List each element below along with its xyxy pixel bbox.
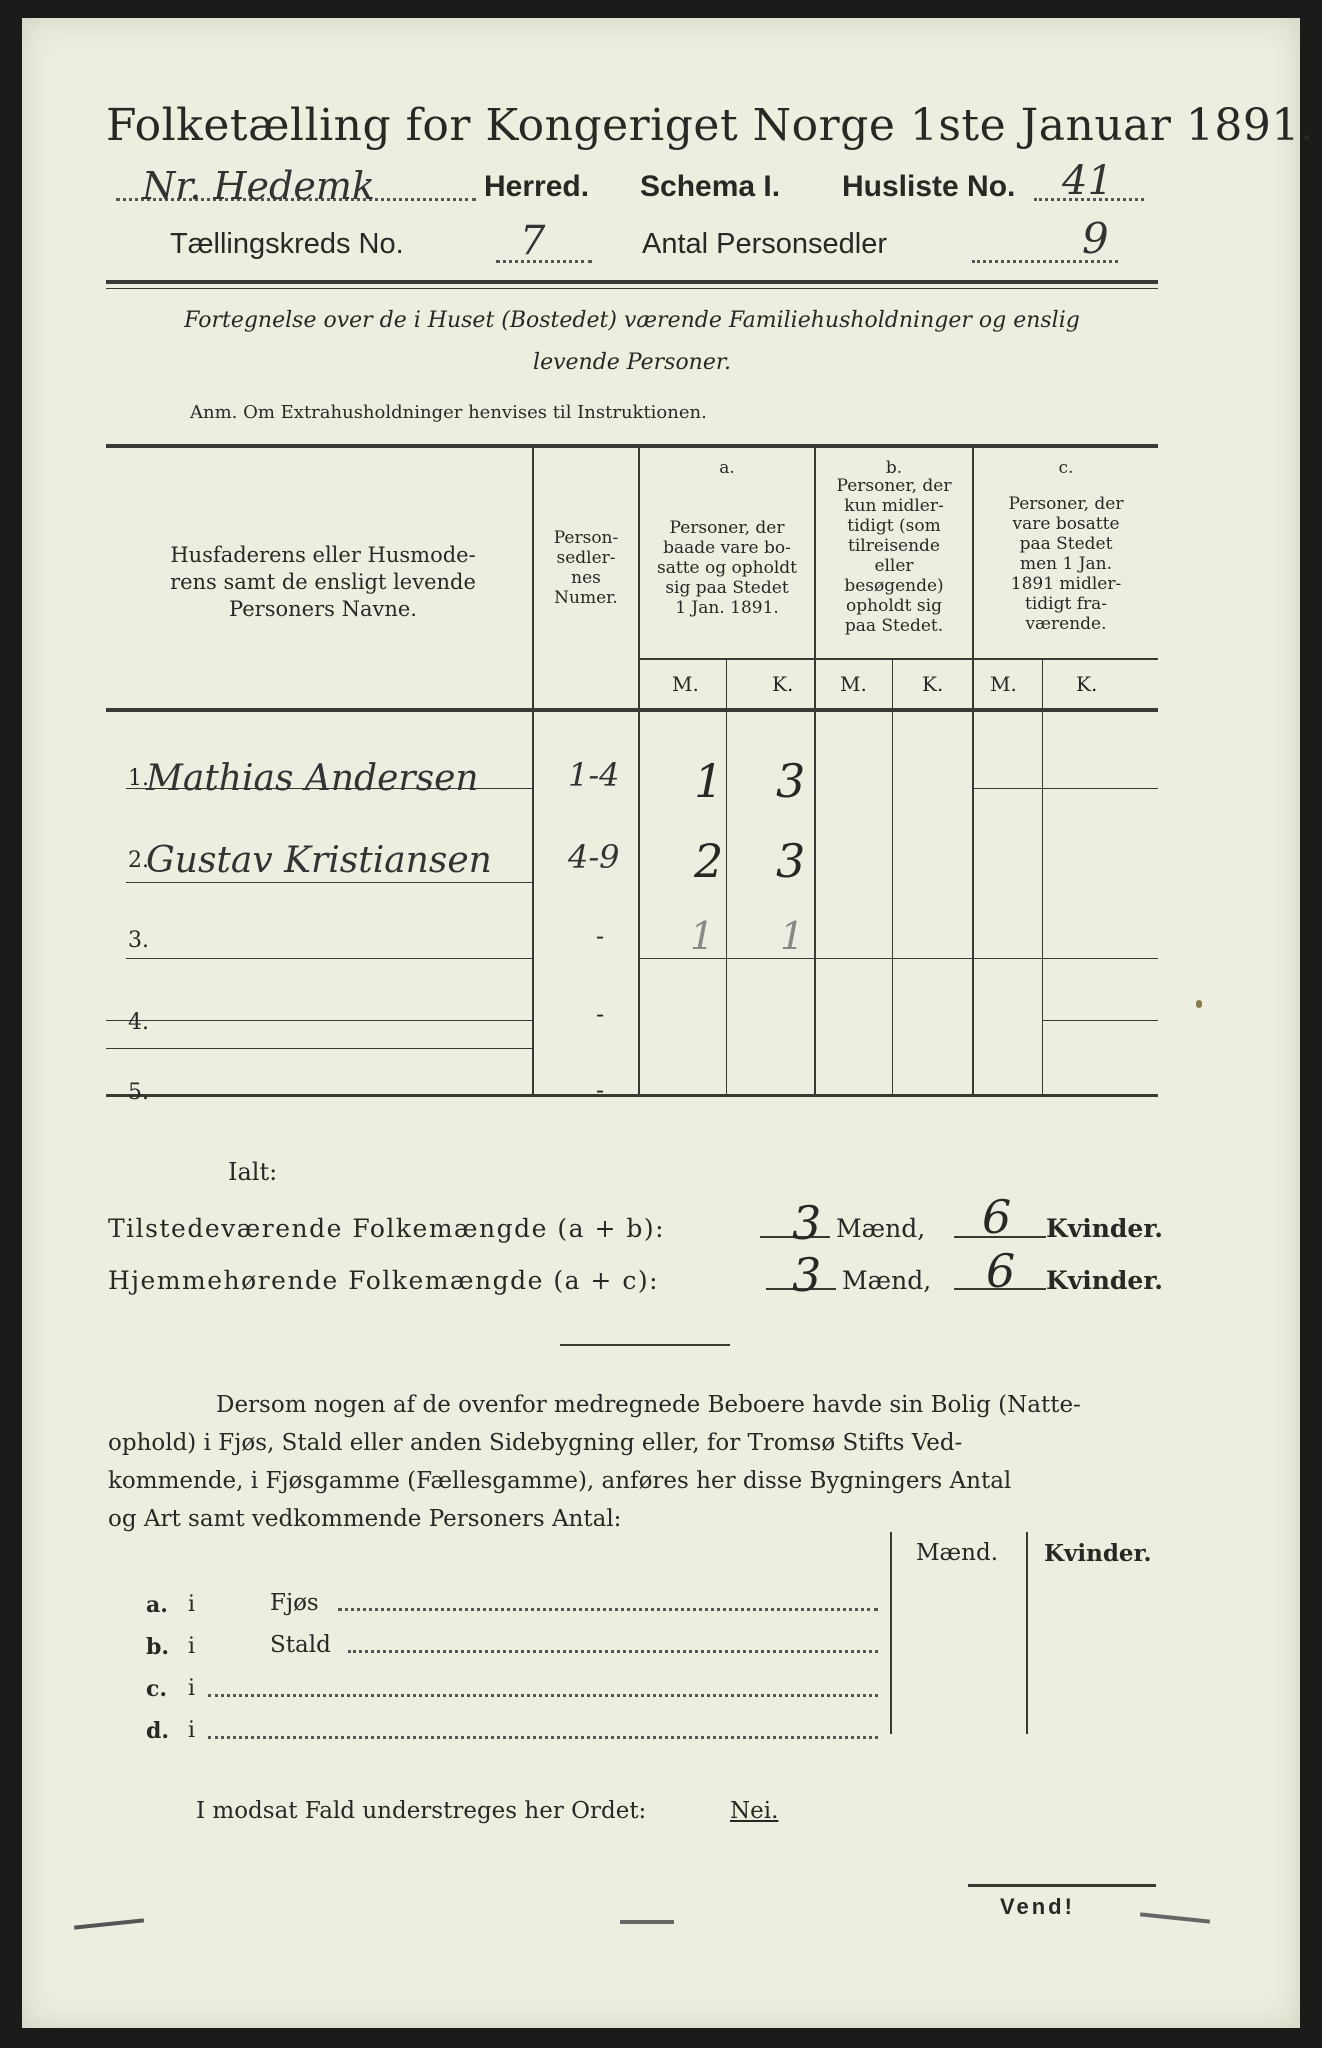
col-name-header: Husfaderens eller Husmode- rens samt de ensligt levende Personers Navne. bbox=[170, 543, 476, 621]
husliste-value: 41 bbox=[1062, 158, 1113, 204]
row-3-sedler: - bbox=[596, 922, 605, 950]
tilstede-label: Tilstedeværende Folkemængde (a + b): bbox=[108, 1214, 666, 1243]
building-a-prep: i bbox=[188, 1592, 196, 1617]
row-4-sedler: - bbox=[596, 1000, 605, 1028]
hjemme-m-value: 3 bbox=[792, 1248, 822, 1302]
modsat-text: I modsat Fald understreges her Ordet: bbox=[196, 1798, 647, 1824]
scan-mark-right bbox=[1140, 1912, 1210, 1923]
col-a-header: Personer, der baade vare bo- satte og opholdt sig paa Stedet 1 Jan. 1891. bbox=[657, 518, 797, 618]
c-m-label: M. bbox=[990, 672, 1017, 696]
col-a-letter: a. bbox=[719, 458, 735, 478]
col-b-header: Personer, der kun midler- tidigt (som tilreisende eller besøgende) opholdt sig paa Stedet. bbox=[836, 476, 952, 636]
tilstede-m-value: 3 bbox=[792, 1196, 822, 1250]
b-m-label: M. bbox=[840, 672, 867, 696]
col-divider-b-mk bbox=[892, 660, 893, 1096]
row-5-top-line bbox=[106, 1048, 532, 1049]
table-header-rule bbox=[106, 708, 1158, 712]
building-a-label: Fjøs bbox=[270, 1590, 319, 1616]
mk-header-rule bbox=[638, 658, 1158, 660]
col-divider-num bbox=[638, 446, 640, 1096]
row-1-sedler: 1-4 bbox=[568, 756, 620, 794]
col-divider-name bbox=[532, 446, 534, 1096]
section-divider bbox=[560, 1344, 730, 1346]
a-m-label: M. bbox=[672, 672, 699, 696]
herred-value: Nr. Hedemk bbox=[142, 164, 375, 208]
building-d-letter: d. bbox=[146, 1718, 170, 1744]
row-2-a-m: 2 bbox=[694, 834, 724, 888]
anm-note: Anm. Om Extrahusholdninger henvises til Instruktionen. bbox=[190, 402, 707, 423]
building-b-dots bbox=[348, 1650, 878, 1653]
schema-label: Schema I. bbox=[640, 170, 781, 203]
row-3-a-m: 1 bbox=[690, 914, 715, 958]
hjemme-kvinder: Kvinder. bbox=[1046, 1266, 1163, 1295]
form-title: Folketælling for Kongeriget Norge 1ste Januar 1891. bbox=[106, 100, 1315, 151]
census-form-sheet bbox=[22, 18, 1315, 2028]
building-c-dots bbox=[208, 1694, 878, 1697]
row-1-number: 1. bbox=[128, 766, 149, 791]
building-a-dots bbox=[338, 1608, 878, 1611]
hjemme-label: Hjemmehørende Folkemængde (a + c): bbox=[108, 1266, 659, 1295]
intro-line-2: levende Personer. bbox=[533, 350, 731, 375]
scan-mark-center bbox=[620, 1920, 674, 1924]
col-divider-c-mk bbox=[1042, 660, 1043, 1096]
antal-label: Antal Personsedler bbox=[642, 228, 888, 260]
scan-mark-left bbox=[74, 1918, 144, 1929]
col-num-header: Person- sedler- nes Numer. bbox=[553, 528, 619, 608]
col-divider-b bbox=[972, 446, 974, 1096]
ink-spot bbox=[1196, 1000, 1202, 1008]
kreds-value: 7 bbox=[520, 218, 546, 264]
table-top-rule bbox=[106, 444, 1158, 448]
col-divider-a-mk bbox=[726, 660, 727, 1096]
vend-label: Vend! bbox=[1000, 1894, 1075, 1919]
building-d-dots bbox=[208, 1736, 878, 1739]
building-b-letter: b. bbox=[146, 1634, 170, 1660]
col-divider-a bbox=[814, 446, 816, 1096]
nei-word: Nei. bbox=[730, 1798, 779, 1824]
hjemme-k-value: 6 bbox=[986, 1244, 1016, 1298]
husliste-label: Husliste No. bbox=[842, 170, 1016, 203]
row-2-a-k: 3 bbox=[776, 834, 806, 888]
col-c-header: Personer, der vare bosatte paa Stedet men 1 Jan. 1891 midler- tidigt fra- værende. bbox=[1008, 494, 1124, 634]
row-4-number: 4. bbox=[128, 1010, 149, 1035]
buildings-paragraph: Dersom nogen af de ovenfor medregnede Beboere havde sin Bolig (Natte- ophold) i Fjøs, Stald eller anden Sidebygning eller, for Tromsø Stifts Ved- kommende, i Fjøsgamme (Fællesgamme), anføres her disse Bygningers Antal og Art samt vedkommende Personers Antal: bbox=[108, 1392, 1081, 1532]
building-b-label: Stald bbox=[270, 1632, 331, 1658]
herred-label: Herred. bbox=[484, 170, 590, 203]
hjemme-maend: Mænd, bbox=[842, 1266, 932, 1295]
tilstede-k-value: 6 bbox=[982, 1190, 1012, 1244]
antal-value: 9 bbox=[1082, 214, 1109, 263]
row-4-name-line bbox=[106, 1020, 532, 1021]
building-d-prep: i bbox=[188, 1718, 196, 1743]
building-c-prep: i bbox=[188, 1676, 196, 1701]
row-2-sedler: 4-9 bbox=[568, 838, 620, 876]
building-a-letter: a. bbox=[146, 1592, 168, 1618]
row-4-c-line bbox=[1042, 1020, 1158, 1021]
tilstede-kvinder: Kvinder. bbox=[1046, 1214, 1163, 1243]
row-1-a-k: 3 bbox=[776, 754, 806, 808]
row-3-name-line bbox=[126, 958, 532, 959]
col-c-letter: c. bbox=[1058, 458, 1074, 478]
table-bottom-rule bbox=[106, 1094, 1158, 1097]
row-3-number: 3. bbox=[128, 928, 149, 953]
row-1-c-line bbox=[972, 788, 1158, 789]
intro-line-1: Fortegnelse over de i Huset (Bostedet) værende Familiehusholdninger og enslig bbox=[184, 308, 1080, 333]
b-k-label: K. bbox=[922, 672, 944, 696]
row-1-name: Mathias Andersen bbox=[146, 758, 479, 799]
building-c-letter: c. bbox=[146, 1676, 168, 1702]
buildings-col-divider-2 bbox=[1026, 1532, 1028, 1734]
buildings-col-maend: Mænd. bbox=[916, 1540, 999, 1566]
c-k-label: K. bbox=[1076, 672, 1098, 696]
vend-rule bbox=[968, 1884, 1156, 1887]
row-5-sedler: - bbox=[596, 1076, 605, 1104]
header-rule bbox=[106, 280, 1158, 284]
header-rule-thin bbox=[106, 288, 1158, 289]
row-1-a-m: 1 bbox=[694, 754, 724, 808]
row-3-a-k: 1 bbox=[780, 914, 805, 958]
buildings-col-divider-1 bbox=[890, 1532, 892, 1734]
row-3-right-line bbox=[638, 958, 1158, 959]
col-b-letter: b. bbox=[885, 458, 903, 478]
ialt-label: Ialt: bbox=[228, 1158, 278, 1186]
row-2-number: 2. bbox=[128, 848, 149, 873]
tilstede-maend: Mænd, bbox=[836, 1214, 926, 1243]
a-k-label: K. bbox=[772, 672, 794, 696]
row-5-number: 5. bbox=[128, 1080, 149, 1105]
row-2-name: Gustav Kristiansen bbox=[146, 840, 492, 881]
row-2-name-line bbox=[126, 882, 532, 883]
kreds-label: Tællingskreds No. bbox=[170, 228, 404, 260]
buildings-col-kvinder: Kvinder. bbox=[1044, 1540, 1152, 1567]
building-b-prep: i bbox=[188, 1634, 196, 1659]
